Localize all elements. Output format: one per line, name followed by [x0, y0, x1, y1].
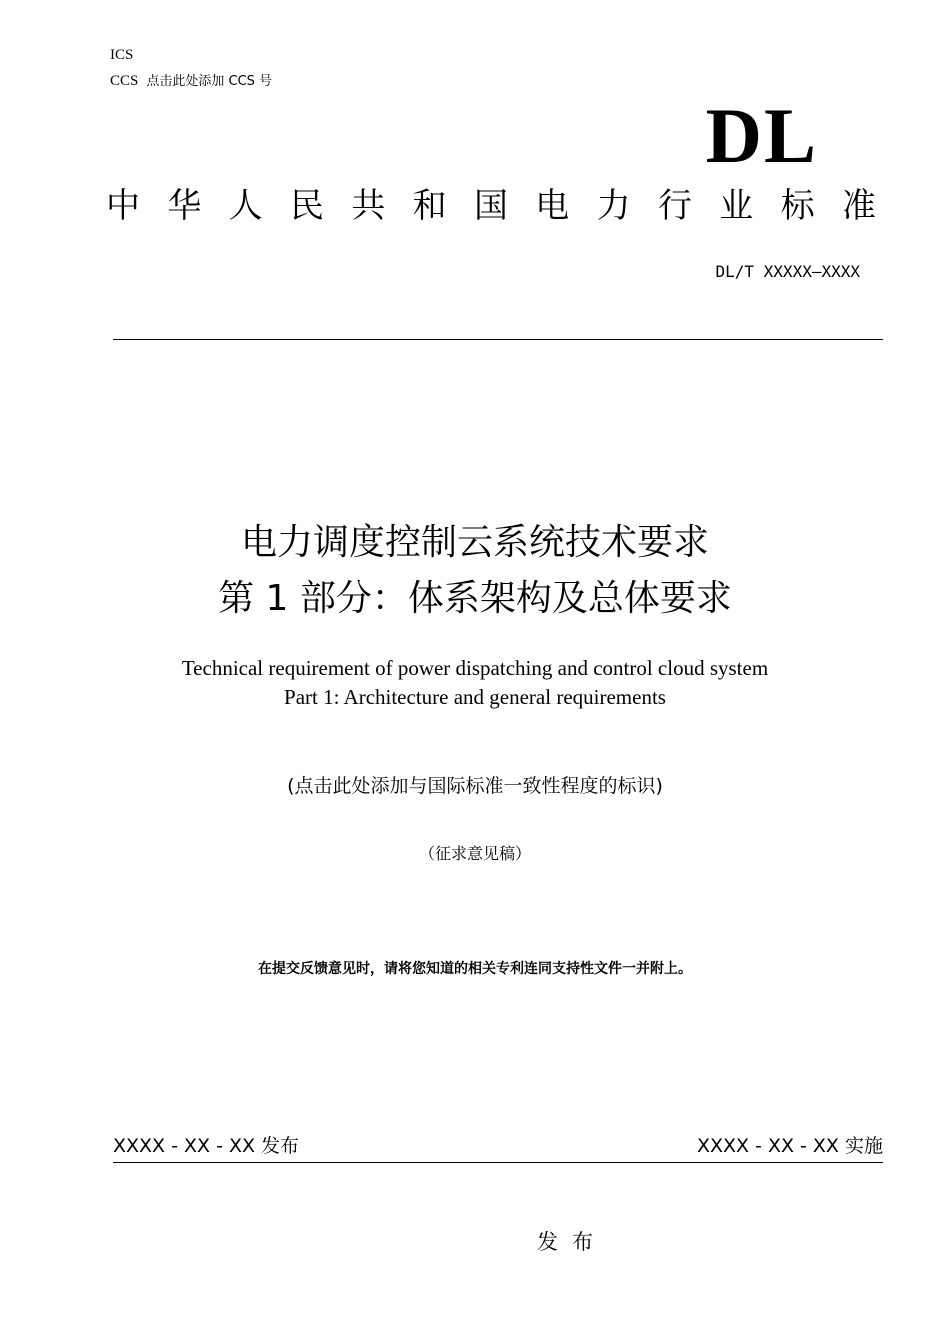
org-title-char: 业 [719, 186, 754, 226]
org-title-char: 电 [535, 186, 570, 226]
org-title-char: 民 [289, 186, 324, 226]
org-title-char: 华 [167, 186, 202, 226]
cn-title-line1: 电力调度控制云系统技术要求 [240, 522, 709, 563]
implement-date: XXXX - XX - XX 实施 [696, 1135, 883, 1157]
ccs-placeholder[interactable]: 点击此处添加 CCS 号 [146, 74, 273, 89]
org-title-char: 共 [351, 186, 386, 226]
org-title-char: 人 [228, 186, 263, 226]
en-title-line1: Technical requirement of power dispatching and control cloud system [181, 656, 769, 680]
org-title-char: 行 [657, 186, 692, 226]
org-title-char: 国 [473, 186, 508, 226]
ccs-line [110, 72, 272, 91]
header-divider [113, 339, 883, 340]
org-title-char: 和 [412, 186, 447, 226]
ccs-label: CCS [110, 73, 139, 89]
org-title-char: 标 [780, 186, 815, 226]
cn-title-line2: 第 1 部分：体系架构及总体要求 [218, 578, 732, 619]
footer-divider [113, 1162, 883, 1163]
conformity-note[interactable]: (点击此处添加与国际标准一致性程度的标识) [287, 775, 663, 797]
publisher: 发布 [537, 1230, 607, 1254]
standard-code: DL/T XXXXX—XXXX [715, 262, 860, 281]
ics-label: ICS [110, 47, 134, 63]
org-title [106, 184, 876, 228]
org-title-char: 准 [841, 186, 876, 226]
org-title-char: 中 [106, 186, 140, 226]
dl-logo: DL [705, 92, 818, 179]
publish-date: XXXX - XX - XX 发布 [113, 1135, 300, 1157]
patent-notice: 在提交反馈意见时，请将您知道的相关专利连同支持性文件一并附上。 [258, 961, 692, 977]
draft-status: （征求意见稿） [418, 844, 531, 863]
org-title-char: 力 [596, 186, 631, 226]
en-title-line2: Part 1: Architecture and general requirements [284, 685, 666, 709]
